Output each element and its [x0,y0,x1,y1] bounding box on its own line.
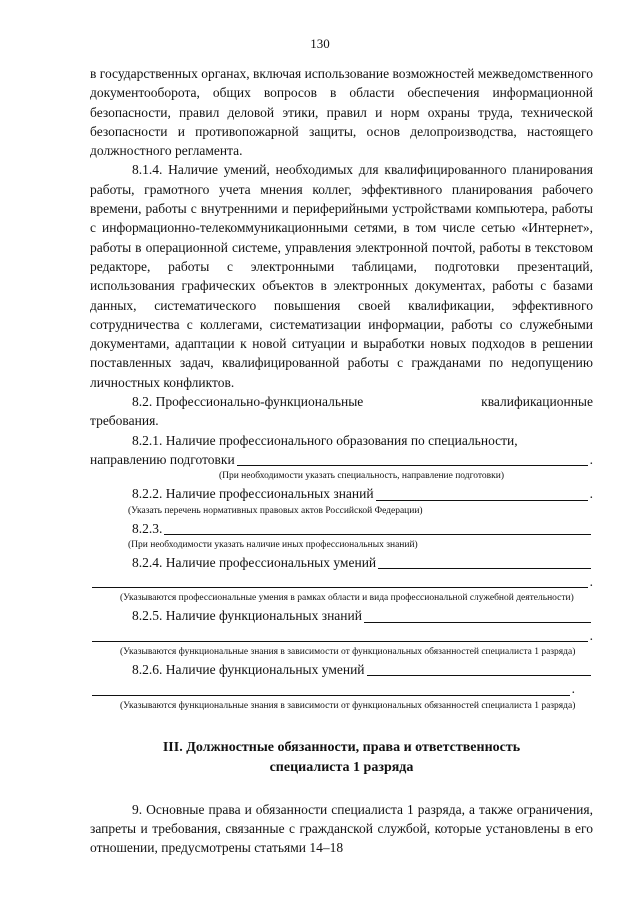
note-8-2-6: (Указываются функциональные знания в зависимости от функциональных обязанностей специалиста 1 разряда) [120,700,576,711]
fill-line-8-2-4 [378,554,591,569]
field-row-8-2-5 [90,606,593,625]
fill-line-8-2-2 [376,486,588,501]
section-heading-line-1: III. Должностные обязанности, права и ответственность [162,739,521,755]
field-row-8-2-6-cont [90,679,593,698]
field-row-8-2-2 [90,484,593,503]
period: . [589,451,593,467]
note-8-2-4: (Указываются профессиональные умения в рамках области и вида профессиональной служебной деятельности) [120,593,574,604]
field-row-8-2-3 [90,519,593,538]
field-label-8-2-1: направлению подготовки [90,451,235,467]
fill-line-8-2-3 [164,520,591,535]
fill-line-8-2-6-full [92,681,570,696]
page-number: 130 [310,36,330,51]
field-label-8-2-6: 8.2.6. Наличие функциональных умений [132,662,365,678]
document-body [90,64,593,858]
fill-line-8-2-1 [237,451,588,466]
fill-line-8-2-5 [364,608,591,623]
period: . [589,627,593,643]
note-8-2-1: (При необходимости указать специальность, направление подготовки) [218,471,505,482]
paragraph-8-2-1: 8.2.1. Наличие профессионального образования по специальности, [132,432,518,448]
fill-line-8-2-6 [367,661,591,676]
fill-line-8-2-4-full [92,573,588,588]
paragraph-8-2-end: требования. [90,413,159,429]
period: . [571,681,575,697]
paragraph-9: 9. Основные права и обязанности специалиста 1 разряда, а также ограничения, запреты и требования, связанные с гражданской службой, которые установлены в его отношении, предусмотрены статьями 14–18 [90,801,593,856]
paragraph-8-2 [90,392,593,411]
paragraph-intro: в государственных органах, включая использование возможностей межведомственного документооборота, общих вопросов в области обеспечения информационной безопасности, правил деловой этики, правил и норм охраны труда, технической безопасности и противопожарной защиты, основ делопроизводства, настоящего должностного регламента. [90,66,593,159]
field-label-8-2-3: 8.2.3. [132,520,163,536]
field-row-8-2-4-cont [90,572,593,591]
note-8-2-2: (Указать перечень нормативных правовых актов Российской Федерации) [128,505,423,516]
field-row-8-2-6 [90,660,593,679]
field-row-8-2-5-cont [90,626,593,645]
field-label-8-2-4: 8.2.4. Наличие профессиональных умений [132,554,377,570]
note-8-2-5: (Указываются функциональные знания в зависимости от функциональных обязанностей специалиста 1 разряда) [120,647,576,658]
paragraph-8-2-right: квалификационные [481,394,593,410]
paragraph-8-1-4: 8.1.4. Наличие умений, необходимых для квалифицированного планирования работы, грамотного учета мнения коллег, эффективного планирования рабочего времени, работы с внутренними и периферийными устройствами компьютера, работы с информационно-телекоммуникационными сетями, в том числе сетью «Интернет», работы в операционной системе, управления электронной почтой, работы в текстовом редакторе, работы с электронными таблицами, подготовки презентаций, использования графических объектов в электронных документах, работы с базами данных, систематического повышения своей квалификации, эффективного сотрудничества с коллегами, систематизации информации, работы со служебными документами, адаптации к новой ситуации и выработки новых подходов в решении поставленных задач, квалифицированной работы с гражданами по недопущению личностных конфликтов. [90,162,593,390]
field-row-8-2-4 [90,553,593,572]
period: . [589,574,593,590]
section-heading-line-2: специалиста 1 разряда [269,759,414,775]
field-row-8-2-1 [90,450,593,469]
section-heading [90,738,593,778]
note-8-2-3: (При необходимости указать наличие иных профессиональных знаний) [128,539,418,550]
field-label-8-2-5: 8.2.5. Наличие функциональных знаний [132,608,362,624]
paragraph-8-2-left: 8.2. Профессионально-функциональные [132,394,364,410]
field-label-8-2-2: 8.2.2. Наличие профессиональных знаний [132,486,374,502]
fill-line-8-2-5-full [92,627,588,642]
period: . [589,486,593,502]
